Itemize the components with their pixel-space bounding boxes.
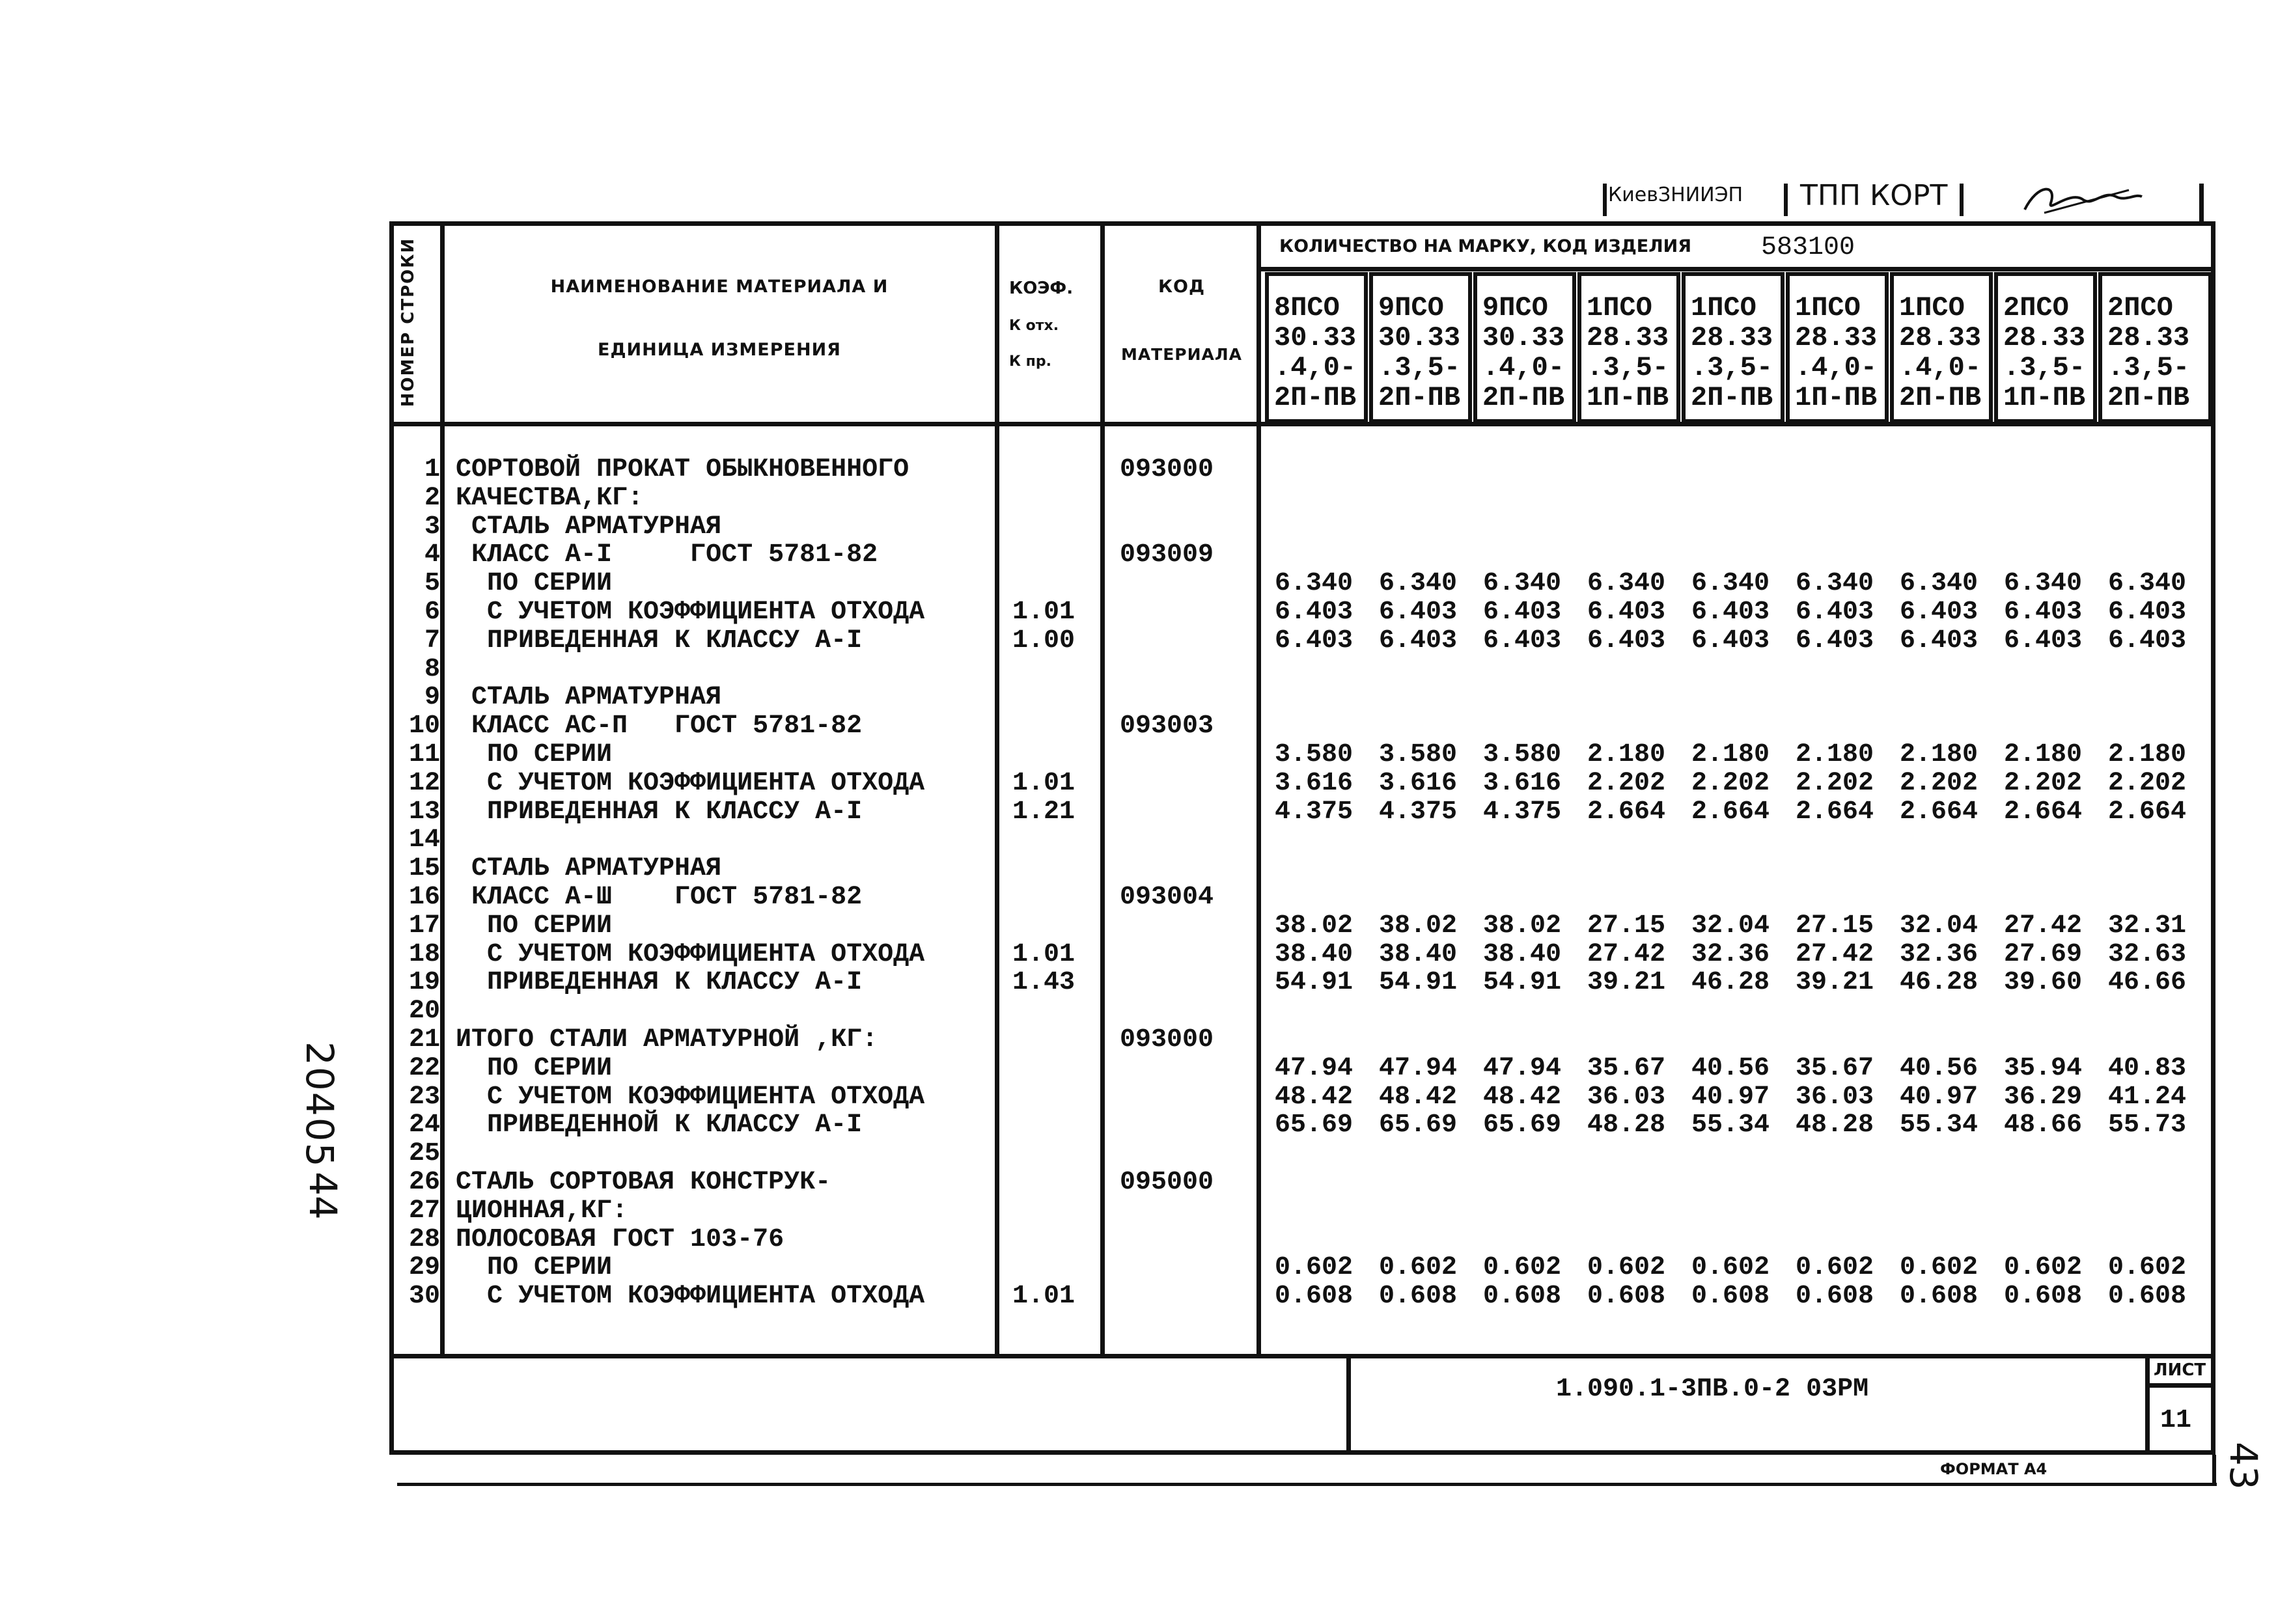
product-code: 583100 xyxy=(1761,233,1855,262)
quantity-value: 0.602 xyxy=(2004,1253,2083,1283)
material-name: С УЧЕТОМ КОЭФФИЦИЕНТА ОТХОДА xyxy=(456,1082,925,1112)
material-name: КАЧЕСТВА,КГ: xyxy=(456,483,644,513)
quantity-value: 36.29 xyxy=(2004,1082,2083,1112)
material-code: 093000 xyxy=(1120,455,1214,484)
mark-header-cell: 9ПСО 30.33 .3,5- 2П-ПВ xyxy=(1369,272,1472,423)
quantity-value: 6.340 xyxy=(1691,569,1770,599)
row-number: 19 xyxy=(408,968,440,998)
qty-title-rule xyxy=(1257,267,2215,271)
sheet-number: 11 xyxy=(2160,1406,2192,1435)
row-number: 14 xyxy=(408,825,440,855)
quantity-value: 6.403 xyxy=(1483,598,1562,627)
quantity-value: 54.91 xyxy=(1275,968,1354,998)
quantity-value: 3.616 xyxy=(1483,768,1562,798)
quantity-value: 48.42 xyxy=(1379,1082,1458,1112)
row-number: 17 xyxy=(408,911,440,941)
quantity-value: 2.664 xyxy=(1900,797,1979,827)
quantity-value: 40.56 xyxy=(1691,1053,1770,1083)
sheet-label: ЛИСТ xyxy=(2154,1360,2206,1380)
quantity-value: 32.04 xyxy=(1900,911,1979,941)
coefficient-value: 1.00 xyxy=(1012,626,1076,655)
quantity-value: 6.403 xyxy=(2004,626,2083,655)
quantity-value: 0.608 xyxy=(1587,1282,1666,1312)
row-number: 29 xyxy=(408,1253,440,1283)
quantity-value: 0.608 xyxy=(1691,1282,1770,1312)
quantity-value: 36.03 xyxy=(1587,1082,1666,1112)
material-name: ЦИОННАЯ,КГ: xyxy=(456,1196,628,1226)
quantity-value: 41.24 xyxy=(2108,1082,2187,1112)
coefficient-value: 1.01 xyxy=(1012,768,1076,798)
material-name: ПО СЕРИИ xyxy=(456,569,613,599)
stamp-divider xyxy=(1960,184,1964,216)
quantity-value: 55.34 xyxy=(1691,1110,1770,1140)
quantity-value: 38.02 xyxy=(1275,911,1354,941)
bottom-rule xyxy=(397,1483,2217,1486)
quantity-value: 32.36 xyxy=(1691,939,1770,969)
document-code: 1.090.1-3ПВ.0-2 03РМ xyxy=(1556,1375,1869,1404)
quantity-value: 2.202 xyxy=(1900,768,1979,798)
quantity-value: 2.180 xyxy=(1587,740,1666,769)
quantity-value: 65.69 xyxy=(1275,1110,1354,1140)
material-name: КЛАСС А-Ш ГОСТ 5781-82 xyxy=(456,883,863,912)
material-code: 093000 xyxy=(1120,1025,1214,1054)
coefficient-value: 1.01 xyxy=(1012,939,1076,969)
row-number: 10 xyxy=(408,711,440,741)
row-number: 13 xyxy=(408,797,440,827)
quantity-value: 6.403 xyxy=(2108,598,2187,627)
quantity-value: 0.602 xyxy=(1691,1253,1770,1283)
quantity-value: 0.602 xyxy=(1275,1253,1354,1283)
row-number: 7 xyxy=(424,626,440,655)
quantity-value: 27.15 xyxy=(1796,911,1874,941)
quantity-value: 46.66 xyxy=(2108,968,2187,998)
quantity-value: 6.340 xyxy=(1379,569,1458,599)
quantity-value: 6.403 xyxy=(2004,598,2083,627)
quantity-value: 54.91 xyxy=(1379,968,1458,998)
material-name: СТАЛЬ АРМАТУРНАЯ xyxy=(456,512,722,542)
row-number: 1 xyxy=(424,455,440,484)
org-stamp: КиевЗНИИЭП xyxy=(1608,184,1743,206)
row-number: 4 xyxy=(424,540,440,570)
coefficient-value: 1.01 xyxy=(1012,598,1076,627)
quantity-value: 0.602 xyxy=(1587,1253,1666,1283)
sheet-box-rule xyxy=(2145,1383,2215,1388)
quantity-value: 0.602 xyxy=(1483,1253,1562,1283)
material-code: 093003 xyxy=(1120,711,1214,741)
row-number: 3 xyxy=(424,512,440,542)
row-number: 9 xyxy=(424,683,440,713)
signature-mark xyxy=(2018,177,2148,223)
quantity-value: 32.04 xyxy=(1691,911,1770,941)
quantity-value: 32.63 xyxy=(2108,939,2187,969)
quantity-value: 2.202 xyxy=(1587,768,1666,798)
row-number: 20 xyxy=(408,997,440,1026)
material-code: 093009 xyxy=(1120,540,1214,570)
right-page-number: 43 xyxy=(2221,1442,2266,1490)
mark-header-cell: 2ПСО 28.33 .3,5- 1П-ПВ xyxy=(1994,272,2097,423)
row-number: 2 xyxy=(424,483,440,513)
quantity-value: 38.40 xyxy=(1483,939,1562,969)
quantity-value: 3.616 xyxy=(1275,768,1354,798)
mark-header-cell: 1ПСО 28.33 .3,5- 1П-ПВ xyxy=(1577,272,1680,423)
name-header-line2: ЕДИНИЦА ИЗМЕРЕНИЯ xyxy=(598,340,841,360)
row-number: 21 xyxy=(408,1025,440,1054)
quantity-value: 6.403 xyxy=(1379,626,1458,655)
material-name: ПО СЕРИИ xyxy=(456,1053,613,1083)
quantity-value: 47.94 xyxy=(1275,1053,1354,1083)
format-label: ФОРМАТ А4 xyxy=(1940,1460,2048,1478)
quantity-value: 0.608 xyxy=(2004,1282,2083,1312)
quantity-value: 2.202 xyxy=(2004,768,2083,798)
quantity-value: 2.180 xyxy=(1691,740,1770,769)
quantity-value: 48.42 xyxy=(1275,1082,1354,1112)
quantity-value: 32.31 xyxy=(2108,911,2187,941)
inventory-number: 20405 xyxy=(298,1041,342,1168)
material-name: СТАЛЬ СОРТОВАЯ КОНСТРУК- xyxy=(456,1168,831,1197)
quantity-value: 38.40 xyxy=(1275,939,1354,969)
quantity-value: 39.21 xyxy=(1796,968,1874,998)
col-divider xyxy=(440,221,445,1357)
row-number: 28 xyxy=(408,1224,440,1254)
quantity-value: 6.403 xyxy=(1483,626,1562,655)
quantity-value: 0.602 xyxy=(2108,1253,2187,1283)
quantity-value: 35.67 xyxy=(1587,1053,1666,1083)
material-name: ПО СЕРИИ xyxy=(456,1253,613,1283)
quantity-value: 40.97 xyxy=(1900,1082,1979,1112)
quantity-value: 6.403 xyxy=(1900,626,1979,655)
row-number: 5 xyxy=(424,569,440,599)
quantity-value: 2.180 xyxy=(1900,740,1979,769)
quantity-value: 48.42 xyxy=(1483,1082,1562,1112)
mark-header-cell: 9ПСО 30.33 .4,0- 2П-ПВ xyxy=(1473,272,1576,423)
mark-header-cell: 1ПСО 28.33 .4,0- 1П-ПВ xyxy=(1786,272,1889,423)
row-number: 11 xyxy=(408,740,440,769)
quantity-value: 55.34 xyxy=(1900,1110,1979,1140)
quantity-value: 6.340 xyxy=(1483,569,1562,599)
material-name: КЛАСС А-I ГОСТ 5781-82 xyxy=(456,540,878,570)
quantity-value: 0.602 xyxy=(1379,1253,1458,1283)
koef-header-line1: КОЭФ. xyxy=(1009,279,1074,298)
material-name: С УЧЕТОМ КОЭФФИЦИЕНТА ОТХОДА xyxy=(456,1282,925,1312)
row-number: 6 xyxy=(424,598,440,627)
quantity-value: 6.403 xyxy=(1587,626,1666,655)
quantity-value: 6.403 xyxy=(1796,598,1874,627)
quantity-value: 0.608 xyxy=(2108,1282,2187,1312)
quantity-value: 6.340 xyxy=(1587,569,1666,599)
quantity-value: 39.60 xyxy=(2004,968,2083,998)
material-name: ПРИВЕДЕННОЙ К КЛАССУ А-I xyxy=(456,1110,863,1140)
quantity-value: 2.202 xyxy=(1691,768,1770,798)
quantity-value: 2.664 xyxy=(2108,797,2187,827)
quantity-value: 6.403 xyxy=(1900,598,1979,627)
material-code: 093004 xyxy=(1120,883,1214,912)
mark-header-cell: 1ПСО 28.33 .4,0- 2П-ПВ xyxy=(1890,272,1993,423)
quantity-value: 32.36 xyxy=(1900,939,1979,969)
material-name: С УЧЕТОМ КОЭФФИЦИЕНТА ОТХОДА xyxy=(456,598,925,627)
quantity-value: 0.602 xyxy=(1796,1253,1874,1283)
quantity-value: 48.28 xyxy=(1796,1110,1874,1140)
quantity-value: 35.94 xyxy=(2004,1053,2083,1083)
quantity-value: 0.608 xyxy=(1796,1282,1874,1312)
quantity-value: 6.340 xyxy=(1275,569,1354,599)
quantity-value: 48.28 xyxy=(1587,1110,1666,1140)
quantity-value: 46.28 xyxy=(1691,968,1770,998)
material-code: 095000 xyxy=(1120,1168,1214,1197)
row-number-header: НОМЕР СТРОКИ xyxy=(398,237,418,407)
coefficient-value: 1.43 xyxy=(1012,968,1076,998)
mark-header-cell: 1ПСО 28.33 .3,5- 2П-ПВ xyxy=(1682,272,1784,423)
koef-header-line2: К отх. xyxy=(1009,318,1059,334)
material-name: ПРИВЕДЕННАЯ К КЛАССУ А-I xyxy=(456,626,863,655)
material-name: С УЧЕТОМ КОЭФФИЦИЕНТА ОТХОДА xyxy=(456,939,925,969)
quantity-value: 4.375 xyxy=(1275,797,1354,827)
quantity-value: 36.03 xyxy=(1796,1082,1874,1112)
material-name: ПО СЕРИИ xyxy=(456,911,613,941)
row-number: 24 xyxy=(408,1110,440,1140)
row-number: 26 xyxy=(408,1168,440,1197)
row-number: 8 xyxy=(424,654,440,684)
quantity-value: 47.94 xyxy=(1483,1053,1562,1083)
quantity-value: 3.580 xyxy=(1275,740,1354,769)
quantity-value: 3.580 xyxy=(1379,740,1458,769)
project-stamp: ТПП КОРТ xyxy=(1800,179,1948,212)
quantity-value: 46.28 xyxy=(1900,968,1979,998)
stamp-right-edge xyxy=(2199,184,2204,223)
quantity-value: 65.69 xyxy=(1483,1110,1562,1140)
quantity-value: 0.608 xyxy=(1900,1282,1979,1312)
row-number: 15 xyxy=(408,854,440,884)
row-number: 27 xyxy=(408,1196,440,1226)
quantity-value: 48.66 xyxy=(2004,1110,2083,1140)
footer-divider xyxy=(1346,1354,1351,1455)
material-name: ПОЛОСОВАЯ ГОСТ 103-76 xyxy=(456,1224,784,1254)
quantity-value: 2.664 xyxy=(1796,797,1874,827)
quantity-value: 35.67 xyxy=(1796,1053,1874,1083)
col-divider xyxy=(1257,221,1261,1357)
quantity-value: 38.40 xyxy=(1379,939,1458,969)
quantity-value: 6.403 xyxy=(2108,626,2187,655)
quantity-value: 27.42 xyxy=(1587,939,1666,969)
sheet-box-divider xyxy=(2145,1354,2150,1455)
quantity-value: 2.180 xyxy=(1796,740,1874,769)
quantity-value: 6.340 xyxy=(1796,569,1874,599)
material-name: ПО СЕРИИ xyxy=(456,740,613,769)
quantity-value: 39.21 xyxy=(1587,968,1666,998)
quantity-value: 27.15 xyxy=(1587,911,1666,941)
row-number: 22 xyxy=(408,1053,440,1083)
quantity-value: 2.664 xyxy=(2004,797,2083,827)
material-name: СТАЛЬ АРМАТУРНАЯ xyxy=(456,683,722,713)
quantity-value: 6.403 xyxy=(1379,598,1458,627)
quantity-value: 47.94 xyxy=(1379,1053,1458,1083)
material-name: С УЧЕТОМ КОЭФФИЦИЕНТА ОТХОДА xyxy=(456,768,925,798)
row-number: 30 xyxy=(408,1282,440,1312)
quantity-value: 54.91 xyxy=(1483,968,1562,998)
coefficient-value: 1.21 xyxy=(1012,797,1076,827)
row-number: 25 xyxy=(408,1139,440,1169)
quantity-value: 2.202 xyxy=(2108,768,2187,798)
koef-header-line3: К пр. xyxy=(1009,353,1051,370)
row-number: 23 xyxy=(408,1082,440,1112)
mark-header-cell: 2ПСО 28.33 .3,5- 2П-ПВ xyxy=(2098,272,2212,423)
quantity-value: 4.375 xyxy=(1379,797,1458,827)
name-header-line1: НАИМЕНОВАНИЕ МАТЕРИАЛА И xyxy=(550,277,889,297)
quantity-value: 6.340 xyxy=(1900,569,1979,599)
material-name: ИТОГО СТАЛИ АРМАТУРНОЙ ,КГ: xyxy=(456,1025,878,1054)
quantity-value: 40.56 xyxy=(1900,1053,1979,1083)
quantity-value: 6.403 xyxy=(1691,598,1770,627)
quantity-value: 6.403 xyxy=(1587,598,1666,627)
quantity-value: 27.42 xyxy=(2004,911,2083,941)
material-name: КЛАСС АС-П ГОСТ 5781-82 xyxy=(456,711,863,741)
quantity-value: 2.664 xyxy=(1691,797,1770,827)
row-number: 12 xyxy=(408,768,440,798)
quantity-value: 6.403 xyxy=(1796,626,1874,655)
quantity-value: 55.73 xyxy=(2108,1110,2187,1140)
quantity-value: 6.340 xyxy=(2108,569,2187,599)
quantity-value: 6.403 xyxy=(1275,598,1354,627)
code-header-line1: КОД xyxy=(1158,277,1206,297)
quantity-value: 0.602 xyxy=(1900,1253,1979,1283)
quantity-value: 38.02 xyxy=(1483,911,1562,941)
quantity-value: 40.83 xyxy=(2108,1053,2187,1083)
quantity-value: 0.608 xyxy=(1379,1282,1458,1312)
quantity-value: 4.375 xyxy=(1483,797,1562,827)
stamp-divider xyxy=(1784,184,1788,216)
outer-right-edge xyxy=(2212,1455,2216,1486)
quantity-value: 27.69 xyxy=(2004,939,2083,969)
material-name: ПРИВЕДЕННАЯ К КЛАССУ А-I xyxy=(456,797,863,827)
material-name: СТАЛЬ АРМАТУРНАЯ xyxy=(456,854,722,884)
quantity-value: 0.608 xyxy=(1483,1282,1562,1312)
quantity-value: 27.42 xyxy=(1796,939,1874,969)
quantity-value: 65.69 xyxy=(1379,1110,1458,1140)
quantity-value: 2.202 xyxy=(1796,768,1874,798)
quantity-value: 2.180 xyxy=(2004,740,2083,769)
table-bottom-rule xyxy=(389,1354,2215,1358)
quantity-value: 6.403 xyxy=(1275,626,1354,655)
qty-title: КОЛИЧЕСТВО НА МАРКУ, КОД ИЗДЕЛИЯ xyxy=(1279,236,1692,256)
quantity-value: 6.403 xyxy=(1691,626,1770,655)
coefficient-value: 1.01 xyxy=(1012,1282,1076,1312)
quantity-value: 3.616 xyxy=(1379,768,1458,798)
quantity-value: 2.180 xyxy=(2108,740,2187,769)
quantity-value: 3.580 xyxy=(1483,740,1562,769)
material-name: СОРТОВОЙ ПРОКАТ ОБЫКНОВЕННОГО xyxy=(456,455,909,484)
code-header-line2: МАТЕРИАЛА xyxy=(1120,345,1243,364)
quantity-value: 6.340 xyxy=(2004,569,2083,599)
row-number: 18 xyxy=(408,939,440,969)
quantity-value: 0.608 xyxy=(1275,1282,1354,1312)
row-number: 16 xyxy=(408,883,440,912)
quantity-value: 2.664 xyxy=(1587,797,1666,827)
quantity-value: 38.02 xyxy=(1379,911,1458,941)
material-name: ПРИВЕДЕННАЯ К КЛАССУ А-I xyxy=(456,968,863,998)
stamp-divider xyxy=(1603,184,1607,216)
left-page-number: 44 xyxy=(301,1172,345,1220)
quantity-value: 40.97 xyxy=(1691,1082,1770,1112)
mark-header-cell: 8ПСО 30.33 .4,0- 2П-ПВ xyxy=(1265,272,1368,423)
